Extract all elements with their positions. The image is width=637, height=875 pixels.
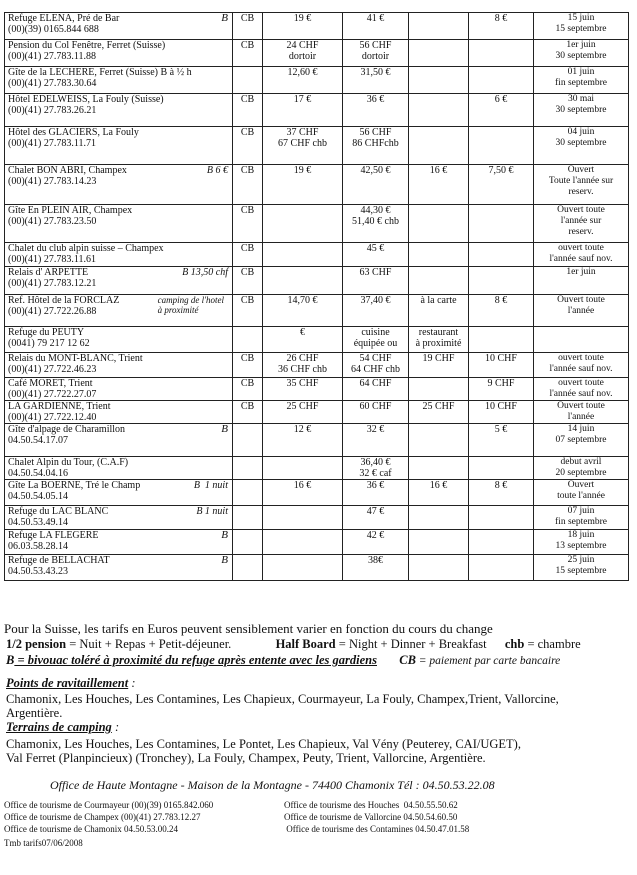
lodging-phone: 04.50.54.17.07 (8, 435, 68, 446)
price-cell-1 (263, 267, 343, 295)
price-cell-1 (263, 205, 343, 243)
price-cell-4: 5 € (469, 424, 534, 457)
lodging-phone: (00)(41) 27.722.12.40 (8, 412, 97, 423)
payment-cell (233, 480, 263, 506)
bivouac-note: B 1 nuit (196, 506, 228, 517)
price-cell-1: 19 € (263, 13, 343, 40)
lodging-phone: (0041) 79 217 12 62 (8, 338, 90, 349)
table-row (5, 401, 629, 424)
price-cell-1 (263, 243, 343, 267)
tourism-office-left: Office de tourisme de Champex (00)(41) 27.783.12.27 (4, 812, 201, 822)
chb-label: chb (504, 637, 525, 651)
footer-date: Tmb tarifs07/06/2008 (4, 838, 83, 848)
lodging-cell (5, 267, 233, 295)
price-cell-2: 37,40 € (343, 295, 409, 327)
lodging-name: Gîte d'alpage de Charamillon (8, 424, 126, 435)
price-cell-2: 42,50 € (343, 165, 409, 205)
price-cell-2: 56 CHF 86 CHFchb (343, 127, 409, 165)
lodging-phone: (00)(41) 27.783.11.88 (8, 51, 96, 62)
table-row (5, 67, 629, 94)
price-cell-4 (469, 205, 534, 243)
cb-label: CB (399, 653, 416, 667)
lodging-cell (5, 127, 233, 165)
price-cell-4 (469, 457, 534, 480)
lodging-phone: (00)(41) 27.783.11.61 (8, 254, 96, 265)
dates-cell: 14 juin 07 septembre (534, 424, 629, 457)
cb-text: = paiement par carte bancaire (415, 655, 561, 667)
price-cell-1: 14,70 € (263, 295, 343, 327)
table-row (5, 127, 629, 165)
payment-cell: CB (233, 378, 263, 401)
bivouac-note: B (221, 12, 228, 24)
lodging-cell (5, 530, 233, 555)
price-cell-2: 45 € (343, 243, 409, 267)
lodging-name: Ref. Hôtel de la FORCLAZ (8, 295, 120, 306)
price-cell-1: 12 € (263, 424, 343, 457)
lodging-cell (5, 67, 233, 94)
price-cell-1: 37 CHF 67 CHF chb (263, 127, 343, 165)
price-cell-3 (409, 13, 469, 40)
price-cell-3: 25 CHF (409, 401, 469, 424)
lodging-name: Refuge du LAC BLANC (8, 506, 109, 517)
price-cell-3: 19 CHF (409, 353, 469, 378)
table-row (5, 94, 629, 127)
price-cell-4 (469, 555, 534, 581)
lodging-phone: (00)(41) 27.783.26.21 (8, 105, 97, 116)
lodging-phone: 04.50.54.05.14 (8, 491, 68, 502)
payment-cell: CB (233, 401, 263, 424)
price-cell-4 (469, 67, 534, 94)
payment-cell: CB (233, 13, 263, 40)
price-cell-4 (469, 327, 534, 353)
payment-cell (233, 424, 263, 457)
table-row (5, 327, 629, 353)
table-row (5, 480, 629, 506)
lodging-name: Gîte En PLEIN AIR, Champex (8, 205, 133, 216)
bivouac-note: B (221, 423, 228, 435)
tourism-office-left: Office de tourisme de Chamonix 04.50.53.00.24 (4, 824, 179, 834)
price-cell-2: 41 € (343, 13, 409, 40)
price-cell-2: 44,30 € 51,40 € chb (343, 205, 409, 243)
table-row (5, 40, 629, 67)
dates-cell: 04 juin 30 septembre (534, 127, 629, 165)
lodging-phone: 04.50.53.49.14 (8, 517, 68, 528)
lodging-phone: (00)(41) 27.783.11.71 (8, 138, 96, 149)
dates-cell: debut avril 20 septembre (534, 457, 629, 480)
price-cell-1: 24 CHF dortoir (263, 40, 343, 67)
table-row (5, 353, 629, 378)
price-cell-1: € (263, 327, 343, 353)
lodging-cell (5, 165, 233, 205)
lodging-cell (5, 327, 233, 353)
price-cell-3 (409, 205, 469, 243)
tourism-office-right: Office de tourisme des Contamines 04.50.47.01.58 (284, 824, 470, 834)
lodging-cell (5, 243, 233, 267)
bivouac-note: B 6 € (206, 165, 228, 176)
lodging-name: Chalet Alpin du Tour, (C.A.F) (8, 457, 129, 468)
payment-cell: CB (233, 127, 263, 165)
price-cell-1: 35 CHF (263, 378, 343, 401)
price-cell-2: cuisine équipée ou (343, 327, 409, 353)
half-pension-label: 1/2 pension (6, 637, 67, 651)
lodging-phone: (00)(41) 27.722.46.23 (8, 364, 97, 375)
dates-cell: 01 juin fin septembre (534, 67, 629, 94)
lodging-phone: (00)(41) 27.783.12.21 (8, 278, 97, 289)
lodging-name: Gîte La BOERNE, Tré le Champ (8, 480, 141, 491)
price-cell-3 (409, 555, 469, 581)
lodging-cell (5, 353, 233, 378)
bivouac-note: B (221, 529, 228, 541)
price-cell-3 (409, 457, 469, 480)
dates-cell: 1er juin 30 septembre (534, 40, 629, 67)
price-cell-4 (469, 243, 534, 267)
payment-cell: CB (233, 243, 263, 267)
lodging-cell (5, 555, 233, 581)
lodging-cell (5, 94, 233, 127)
price-cell-4: 8 € (469, 480, 534, 506)
price-cell-2: 36 € (343, 480, 409, 506)
price-cell-2: 31,50 € (343, 67, 409, 94)
lodging-cell (5, 401, 233, 424)
b-text: = bivouac toléré à proximité du refuge après entente avec les gardiens (14, 653, 377, 667)
table-row (5, 555, 629, 581)
price-cell-1: 17 € (263, 94, 343, 127)
lodging-name: Gîte de la LECHERE, Ferret (Suisse) B à ½ h (8, 67, 192, 78)
camping-heading: Terrains de camping (6, 720, 112, 734)
payment-cell (233, 327, 263, 353)
table-row (5, 13, 629, 40)
price-cell-2: 60 CHF (343, 401, 409, 424)
price-cell-3: à la carte (409, 295, 469, 327)
office-haute-montagne: Office de Haute Montagne - Maison de la Montagne - 74400 Chamonix Tél : 04.50.53.22.08 (50, 778, 495, 792)
price-cell-3 (409, 378, 469, 401)
price-cell-4: 10 CHF (469, 353, 534, 378)
dates-cell: Ouvert toute l'année (534, 480, 629, 506)
price-cell-1: 26 CHF 36 CHF chb (263, 353, 343, 378)
lodging-cell (5, 13, 233, 40)
lodging-cell (5, 295, 233, 327)
price-cell-2: 42 € (343, 530, 409, 555)
payment-cell: CB (233, 353, 263, 378)
dates-cell (534, 327, 629, 353)
dates-cell: 07 juin fin septembre (534, 506, 629, 530)
lodging-cell (5, 506, 233, 530)
lodging-phone: 04.50.54.04.16 (8, 468, 68, 479)
price-cell-3 (409, 94, 469, 127)
table-row (5, 378, 629, 401)
price-cell-3 (409, 243, 469, 267)
camping-heading-line (6, 720, 632, 734)
supply-heading-line (6, 676, 632, 690)
lodging-cell (5, 205, 233, 243)
price-cell-3 (409, 424, 469, 457)
tourism-office-left: Office de tourisme de Courmayeur (00)(39) 0165.842.060 (4, 800, 214, 810)
payment-cell (233, 530, 263, 555)
lodging-name: Café MORET, Trient (8, 378, 93, 389)
dates-cell: 30 mai 30 septembre (534, 94, 629, 127)
price-cell-2: 56 CHF dortoir (343, 40, 409, 67)
lodging-phone: 04.50.53.43.23 (8, 566, 68, 577)
bivouac-note: B 13,50 chf (182, 267, 228, 278)
price-cell-2: 32 € (343, 424, 409, 457)
payment-cell: CB (233, 165, 263, 205)
price-cell-1: 16 € (263, 480, 343, 506)
lodging-phone: (00)(39) 0165.844 688 (8, 24, 99, 35)
price-cell-3: 16 € (409, 480, 469, 506)
dates-cell: ouvert toute l'année sauf nov. (534, 243, 629, 267)
price-cell-4: 10 CHF (469, 401, 534, 424)
dates-cell: 15 juin 15 septembre (534, 13, 629, 40)
table-row (5, 506, 629, 530)
price-cell-3 (409, 530, 469, 555)
bivouac-note: B (221, 554, 228, 566)
price-cell-2: 54 CHF 64 CHF chb (343, 353, 409, 378)
price-cell-4: 8 € (469, 295, 534, 327)
supply-colon: : (128, 676, 136, 690)
lodging-cell (5, 480, 233, 506)
price-cell-1: 25 CHF (263, 401, 343, 424)
lodging-name: Relais du MONT-BLANC, Trient (8, 353, 143, 364)
price-cell-4: 8 € (469, 13, 534, 40)
half-board-text: = Night + Dinner + Breakfast (335, 637, 487, 651)
lodging-name: LA GARDIENNE, Trient (8, 401, 111, 412)
payment-cell: CB (233, 40, 263, 67)
half-pension-text: = Nuit + Repas + Petit-déjeuner. (66, 637, 232, 651)
price-cell-4: 6 € (469, 94, 534, 127)
payment-cell (233, 67, 263, 94)
price-cell-3 (409, 506, 469, 530)
lodging-name: Chalet BON ABRI, Champex (8, 165, 127, 176)
price-cell-2: 63 CHF (343, 267, 409, 295)
half-board-label: Half Board (275, 637, 336, 651)
dates-cell: ouvert toute l'année sauf nov. (534, 378, 629, 401)
lodging-phone: (00)(41) 27.783.30.64 (8, 78, 97, 89)
tourism-office-right: Office de tourisme de Vallorcine 04.50.54.60.50 (284, 812, 458, 822)
price-cell-1 (263, 555, 343, 581)
table-row (5, 165, 629, 205)
tourism-office-right: Office de tourisme des Houches 04.50.55.50.62 (284, 800, 458, 810)
table-row (5, 267, 629, 295)
lodging-name: Chalet du club alpin suisse – Champex (8, 243, 164, 254)
lodging-name: Refuge ELENA, Pré de Bar (8, 13, 120, 24)
lodging-name: Hôtel des GLACIERS, La Fouly (8, 127, 139, 138)
price-cell-3: restaurant à proximité (409, 327, 469, 353)
dates-cell: Ouvert Toute l'année sur reserv. (534, 165, 629, 205)
table-row (5, 205, 629, 243)
price-cell-2: 36 € (343, 94, 409, 127)
lodging-name: Refuge du PEUTY (8, 327, 85, 338)
payment-cell (233, 506, 263, 530)
bivouac-note: B 1 nuit (193, 480, 228, 491)
bivouac-note: camping de l'hotel à proximité (157, 295, 224, 315)
lodging-phone: (00)(41) 27.722.26.88 (8, 306, 97, 317)
dates-cell: Ouvert toute l'année (534, 401, 629, 424)
dates-cell: ouvert toute l'année sauf nov. (534, 353, 629, 378)
price-cell-4: 7,50 € (469, 165, 534, 205)
payment-cell: CB (233, 94, 263, 127)
price-cell-3 (409, 267, 469, 295)
price-cell-3 (409, 127, 469, 165)
dates-cell: 18 juin 13 septembre (534, 530, 629, 555)
price-cell-1 (263, 457, 343, 480)
camping-places-1: Chamonix, Les Houches, Les Contamines, Le Pontet, Les Chapieux, Val Vény (Peuterey, CAI/UGET), (6, 737, 521, 751)
price-cell-3: 16 € (409, 165, 469, 205)
lodging-name: Refuge LA FLEGERE (8, 530, 99, 541)
payment-cell (233, 457, 263, 480)
lodging-cell (5, 457, 233, 480)
price-cell-3 (409, 67, 469, 94)
table-row (5, 457, 629, 480)
lodging-phone: (00)(41) 27.722.27.07 (8, 389, 97, 400)
dates-cell: Ouvert toute l'année (534, 295, 629, 327)
payment-cell (233, 555, 263, 581)
b-label: B (6, 653, 15, 667)
chb-text: = chambre (524, 637, 581, 651)
camping-colon: : (111, 720, 120, 734)
price-cell-2: 47 € (343, 506, 409, 530)
lodging-name: Refuge de BELLACHAT (8, 555, 110, 566)
dates-cell: 25 juin 15 septembre (534, 555, 629, 581)
price-cell-2: 36,40 € 32 € caf (343, 457, 409, 480)
price-cell-1: 12,60 € (263, 67, 343, 94)
price-cell-4 (469, 530, 534, 555)
camping-places-2: Val Ferret (Planpincieux) (Tronchey), La Fouly, Champex, Peuty, Trient, Vallorcine, Argentière. (6, 751, 486, 765)
lodging-cell (5, 424, 233, 457)
lodging-cell (5, 378, 233, 401)
table-row (5, 530, 629, 555)
table-row (5, 295, 629, 327)
lodging-name: Pension du Col Fenêtre, Ferret (Suisse) (8, 40, 166, 51)
legend-line-2 (6, 653, 632, 668)
lodging-name: Relais d' ARPETTE (8, 267, 89, 278)
dates-cell: Ouvert toute l'année sur reserv. (534, 205, 629, 243)
price-cell-2: 64 CHF (343, 378, 409, 401)
lodging-name: Hôtel EDELWEISS, La Fouly (Suisse) (8, 94, 164, 105)
payment-cell: CB (233, 295, 263, 327)
price-cell-4: 9 CHF (469, 378, 534, 401)
payment-cell: CB (233, 267, 263, 295)
price-cell-4 (469, 40, 534, 67)
payment-cell: CB (233, 205, 263, 243)
price-cell-3 (409, 40, 469, 67)
price-cell-4 (469, 506, 534, 530)
supply-places: Chamonix, Les Houches, Les Contamines, Les Chapieux, Courmayeur, La Fouly, Champex,Trient, Vallorcine, Argentière. (6, 692, 559, 720)
currency-note: Pour la Suisse, les tarifs en Euros peuvent sensiblement varier en fonction du cours du change (4, 621, 493, 636)
lodging-cell (5, 40, 233, 67)
lodging-price-table (4, 12, 629, 581)
price-cell-1 (263, 506, 343, 530)
price-cell-4 (469, 127, 534, 165)
table-row (5, 243, 629, 267)
price-cell-4 (469, 267, 534, 295)
supply-heading: Points de ravitaillement (6, 676, 129, 690)
lodging-phone: 06.03.58.28.14 (8, 541, 68, 552)
lodging-phone: (00)(41) 27.783.14.23 (8, 176, 97, 187)
lodging-phone: (00)(41) 27.783.23.50 (8, 216, 97, 227)
dates-cell: 1er juin (534, 267, 629, 295)
price-cell-1 (263, 530, 343, 555)
legend-line-1 (6, 637, 632, 651)
price-cell-1: 19 € (263, 165, 343, 205)
table-row (5, 424, 629, 457)
price-cell-2: 38€ (343, 555, 409, 581)
